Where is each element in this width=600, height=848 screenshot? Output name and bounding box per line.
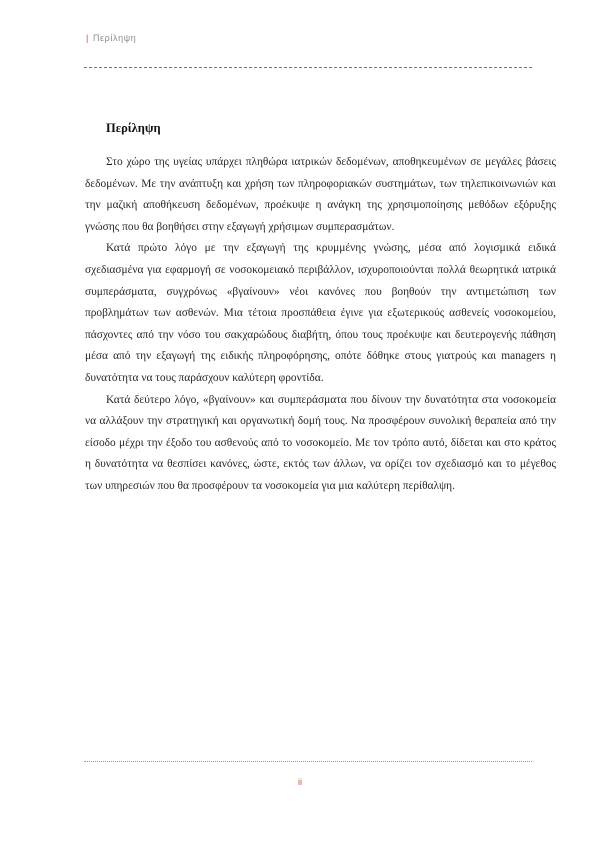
section-title: Περίληψη bbox=[106, 121, 161, 135]
footer-divider bbox=[84, 761, 532, 762]
header-divider bbox=[84, 67, 532, 68]
header-text: Περίληψη bbox=[92, 33, 137, 43]
page-number: ii bbox=[298, 777, 302, 787]
paragraph: Κατά δεύτερο λόγο, «βγαίνουν» και συμπεράσματα που δίνουν την δυνατότητα στα νοσοκομεία να αλλάξουν την στρατηγική και οργανωτική δομή τους. Να προσφέρουν συνολική θεραπεία από την είσοδο μέχρι την έξοδο του ασθενούς από το νοσοκομείο. Με τον τρόπο αυτό, δίδεται και στο κράτος η δυνατότητα να θεσπίσει κανόνες, ώστε, εκτός των άλλων, να ορίζει τον σχεδιασμό και το μέγεθος των υπηρεσιών που θα προσφέρουν τα νοσοκομεία για μια καλύτερη περίθαλψη. bbox=[85, 393, 556, 492]
running-header bbox=[86, 33, 136, 43]
header-separator: | bbox=[86, 33, 89, 43]
paragraph: Κατά πρώτο λόγο με την εξαγωγή της κρυμμένης γνώσης, μέσα από λογισμικά ειδικά σχεδιασμένα για εφαρμογή σε νοσοκομειακό περιβάλλον, ισχυροποιούνται πολλά θεωρητικά ιατρικά συμπεράσματα, συγχρόνως «βγαίνουν» νέοι κανόνες που βοηθούν την αντιμετώπιση των προβλημάτων των ασθενών. Μια τέτοια προσπάθεια έγινε για εξωτερικούς ασθενείς νοσοκομείου, πάσχοντες από την νόσο του σακχαρώδους διαβήτη, όπου τους προέκυψε και δευτερογενής πάθηση μέσα από την εξαγωγή της ειδικής πληροφόρησης, οπότε δόθηκε στους γιατρούς και managers η δυνατότητα να τους παράσχουν καλύτερη φροντίδα. bbox=[85, 242, 556, 384]
paragraph: Στο χώρο της υγείας υπάρχει πληθώρα ιατρικών δεδομένων, αποθηκευμένων σε μεγάλες βάσεις δεδομένων. Με την ανάπτυξη και χρήση των πληροφοριακών συστημάτων, των τηλεπικοινωνιών και την μαζική αποθήκευση δεδομένων, προέκυψε η ανάγκη της χρησιμοποίησης μεθόδων εξόρυξης γνώσης που θα βοηθήσει στην εξαγωγή χρήσιμων συμπερασμάτων. bbox=[85, 156, 556, 233]
abstract-body bbox=[85, 152, 556, 498]
